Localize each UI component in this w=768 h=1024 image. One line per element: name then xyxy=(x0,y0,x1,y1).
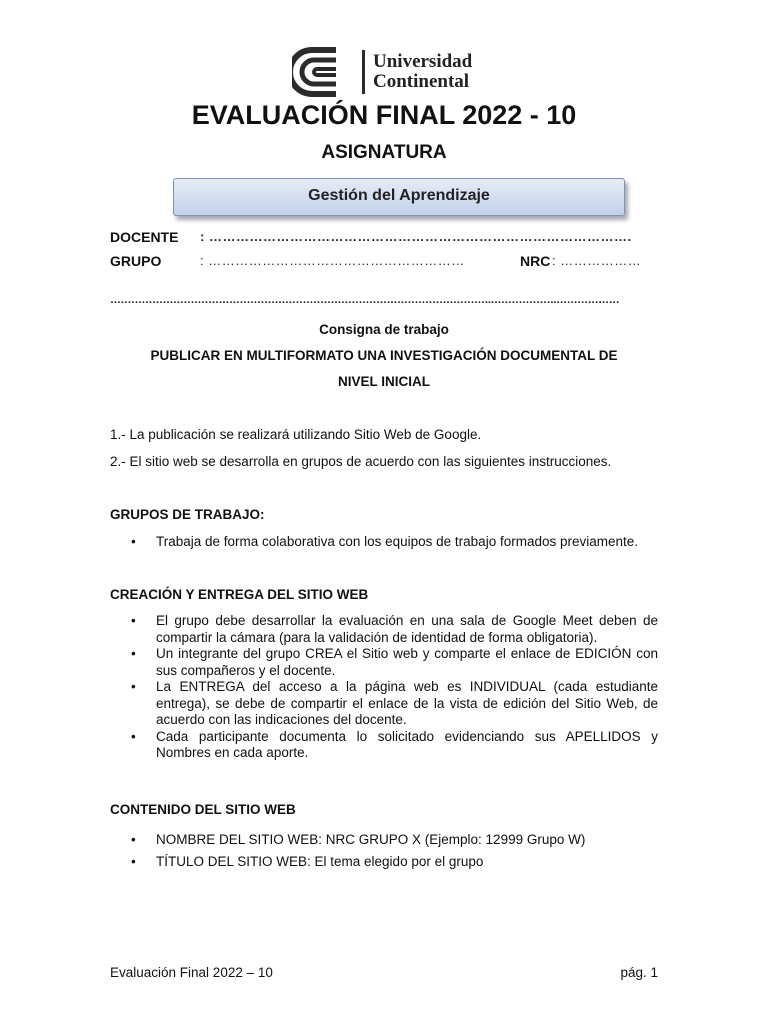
bullet-icon: • xyxy=(131,728,136,744)
bullet-icon: • xyxy=(131,854,136,869)
nrc-label: NRC xyxy=(520,253,551,269)
instruction-2: 2.- El sitio web se desarrolla en grupos de acuerdo con las siguientes instrucciones. xyxy=(110,454,612,469)
bullet-icon: • xyxy=(131,832,136,847)
content-list xyxy=(110,829,658,873)
logo-line-2: Continental xyxy=(373,71,470,92)
grupo-dots: : ………………………………………………… xyxy=(200,253,465,268)
section-heading-creation: CREACIÓN Y ENTREGA DEL SITIO WEB xyxy=(110,587,369,602)
docente-field xyxy=(200,229,632,244)
bullet-icon: • xyxy=(131,646,136,661)
page-number: pág. 1 xyxy=(620,965,658,980)
nrc-dots: : ……………… xyxy=(552,253,642,268)
logo-wordmark xyxy=(373,52,472,92)
bullet-icon: • xyxy=(131,613,136,628)
assignment-title-line-1: PUBLICAR EN MULTIFORMATO UNA INVESTIGACIÓN DOCUMENTAL DE xyxy=(150,348,618,363)
logo-line-1: Universidad xyxy=(373,51,473,72)
page-title: EVALUACIÓN FINAL 2022 - 10 xyxy=(191,100,577,130)
docente-dots: : …………………………………………………………………………………. xyxy=(200,229,632,244)
section-heading-content: CONTENIDO DEL SITIO WEB xyxy=(110,802,296,817)
section-heading-groups: GRUPOS DE TRABAJO: xyxy=(110,507,265,522)
course-name: Gestión del Aprendizaje xyxy=(308,187,490,204)
course-name-box xyxy=(173,178,625,216)
footer-title: Evaluación Final 2022 – 10 xyxy=(110,965,273,980)
subject-label: ASIGNATURA xyxy=(321,142,447,163)
bullet-icon: • xyxy=(131,534,136,549)
grupo-label: GRUPO xyxy=(110,253,162,269)
creation-list xyxy=(110,613,658,762)
list-item: • Cada participante documenta lo solicitado evidenciando sus APELLIDOS y Nombres en cada aporte. xyxy=(131,728,658,760)
list-item: • La ENTREGA del acceso a la página web es INDIVIDUAL (cada estudiante entrega), se debe de compartir el enlace de la vista de edición del Sitio Web, de acuerdo con las indicaciones del docente. xyxy=(131,679,658,727)
instruction-1: 1.- La publicación se realizará utilizando Sitio Web de Google. xyxy=(110,427,482,442)
assignment-title-line-2: NIVEL INICIAL xyxy=(337,374,430,389)
list-item: • Trabaja de forma colaborativa con los equipos de trabajo formados previamente. xyxy=(131,534,639,549)
list-item: • TÍTULO DEL SITIO WEB: El tema elegido por el grupo xyxy=(110,851,658,873)
groups-list xyxy=(110,534,658,551)
docente-label: DOCENTE xyxy=(110,229,179,245)
separator-line: ……………………………………………………………………………………………….……………….……………… xyxy=(110,294,620,306)
list-item: • Un integrante del grupo CREA el Sitio web y comparte el enlace de EDICIÓN con sus compañeros y el docente. xyxy=(131,646,658,678)
list-item: • El grupo debe desarrollar la evaluación en una sala de Google Meet deben de compartir la cámara (para la validación de identidad de forma obligatoria). xyxy=(131,613,658,645)
list-item: • NOMBRE DEL SITIO WEB: NRC GRUPO X (Ejemplo: 12999 Grupo W) xyxy=(110,829,658,851)
assignment-label: Consigna de trabajo xyxy=(319,322,449,337)
bullet-icon: • xyxy=(131,679,136,694)
